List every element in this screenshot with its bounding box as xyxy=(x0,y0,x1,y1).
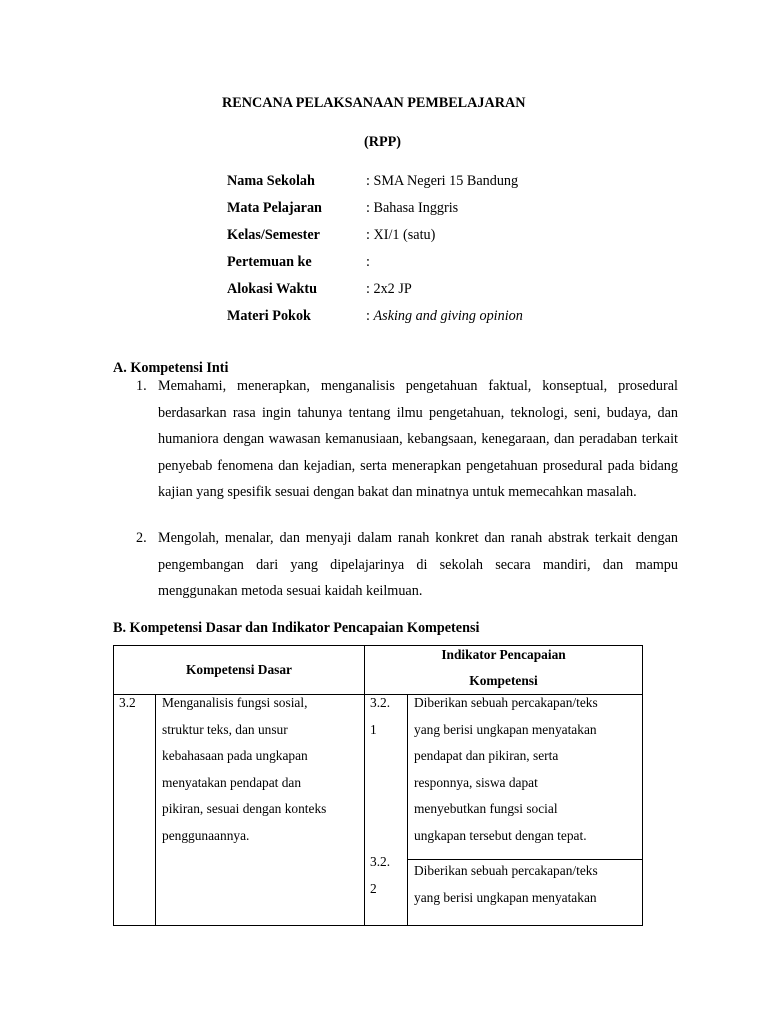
indicator-number-line: 3.2. xyxy=(370,695,391,710)
kd-line: kebahasaan pada ungkapan xyxy=(162,748,308,763)
kd-line: pikiran, sesuai dengan konteks xyxy=(162,801,327,816)
header-indikator xyxy=(365,646,643,695)
info-row-materi-pokok xyxy=(227,308,647,328)
section-a-heading: A. Kompetensi Inti xyxy=(113,360,229,376)
kompetensi-inti-item-2: Mengolah, menalar, dan menyaji dalam ranah konkret dan ranah abstrak terkait dengan pengembangan dari yang dipelajarinya di sekolah secara mandiri, dan mampu menggunakan metoda sesuai kaidah keilmuan. xyxy=(158,530,678,599)
kd-number-cell xyxy=(114,695,156,926)
section-b-heading: B. Kompetensi Dasar dan Indikator Pencapaian Kompetensi xyxy=(113,620,480,636)
kompetensi-table xyxy=(113,645,643,926)
document-title: RENCANA PELAKSANAAN PEMBELAJARAN xyxy=(222,95,526,111)
info-row-pertemuan xyxy=(227,254,647,274)
info-value: Asking and giving opinion xyxy=(373,308,523,324)
kd-text xyxy=(156,690,364,849)
info-row-nama-sekolah xyxy=(227,173,647,193)
header-label: Indikator Pencapaian xyxy=(441,647,566,662)
list-number: 2. xyxy=(136,530,147,546)
info-label: Kelas/Semester xyxy=(227,227,320,243)
header-kompetensi-dasar xyxy=(114,646,365,695)
indicator-text-cell xyxy=(408,695,643,926)
indicator-line: pendapat dan pikiran, serta xyxy=(414,748,559,763)
info-label: Pertemuan ke xyxy=(227,254,312,270)
info-row-mata-pelajaran xyxy=(227,200,647,220)
document-subtitle: (RPP) xyxy=(364,134,402,150)
indicator-line: yang berisi ungkapan menyatakan xyxy=(414,889,597,905)
indicator-line: Diberikan sebuah percakapan/teks xyxy=(414,695,598,710)
indicator-number-line: 3.2. xyxy=(370,854,391,869)
indicator-line: Diberikan sebuah percakapan/teks xyxy=(414,863,598,878)
info-row-alokasi-waktu xyxy=(227,281,647,301)
header-label: Kompetensi xyxy=(469,673,538,688)
indicator-number xyxy=(365,690,407,902)
info-label: Alokasi Waktu xyxy=(227,281,318,297)
info-label: Nama Sekolah xyxy=(227,173,315,189)
indicator-line: yang berisi ungkapan menyatakan xyxy=(414,721,597,737)
kd-line: penggunaannya. xyxy=(162,827,250,843)
info-label: Materi Pokok xyxy=(227,308,311,324)
indicator-line: responnya, siswa dapat xyxy=(414,774,538,790)
info-row-kelas-semester xyxy=(227,227,647,247)
indicator-line: menyebutkan fungsi social xyxy=(414,801,558,816)
info-value: : Bahasa Inggris xyxy=(366,200,459,216)
indicator-line: ungkapan tersebut dengan tepat. xyxy=(414,827,587,843)
header-label: Kompetensi Dasar xyxy=(186,662,293,677)
table-header-row xyxy=(114,646,643,695)
info-value-prefix: : xyxy=(366,308,374,324)
indicator-number-line: 2 xyxy=(370,880,377,896)
info-label: Mata Pelajaran xyxy=(227,200,322,216)
kd-number: 3.2 xyxy=(119,695,136,710)
indicator-1-text xyxy=(408,690,642,856)
info-value: : SMA Negeri 15 Bandung xyxy=(366,173,519,189)
info-value: : 2x2 JP xyxy=(366,281,412,297)
indicator-2-text xyxy=(408,858,642,911)
indicator-number-cell xyxy=(365,695,408,926)
table-row xyxy=(114,695,643,926)
kompetensi-inti-item-1: Memahami, menerapkan, menganalisis pengetahuan faktual, konseptual, prosedural berdasarkan rasa ingin tahunya tentang ilmu pengetahuan, teknologi, seni, budaya, dan humaniora dengan wawasan kemanusiaan, kebangsaan, kenegaraan, dan peradaban terkait penyebab fenomena dan kejadian, serta menerapkan pengetahuan prosedural pada bidang kajian yang spesifik sesuai dengan bakat dan minatnya untuk memecahkan masalah. xyxy=(158,378,678,500)
kd-line: struktur teks, dan unsur xyxy=(162,721,288,737)
kd-line: Menganalisis fungsi sosial, xyxy=(162,695,308,710)
list-number: 1. xyxy=(136,378,147,394)
info-value-group xyxy=(366,308,523,325)
kd-line: menyatakan pendapat dan xyxy=(162,774,302,790)
indicator-number-line: 1 xyxy=(370,721,377,737)
kd-text-cell xyxy=(156,695,365,926)
info-value: : XI/1 (satu) xyxy=(366,227,436,243)
info-value: : xyxy=(366,254,370,270)
